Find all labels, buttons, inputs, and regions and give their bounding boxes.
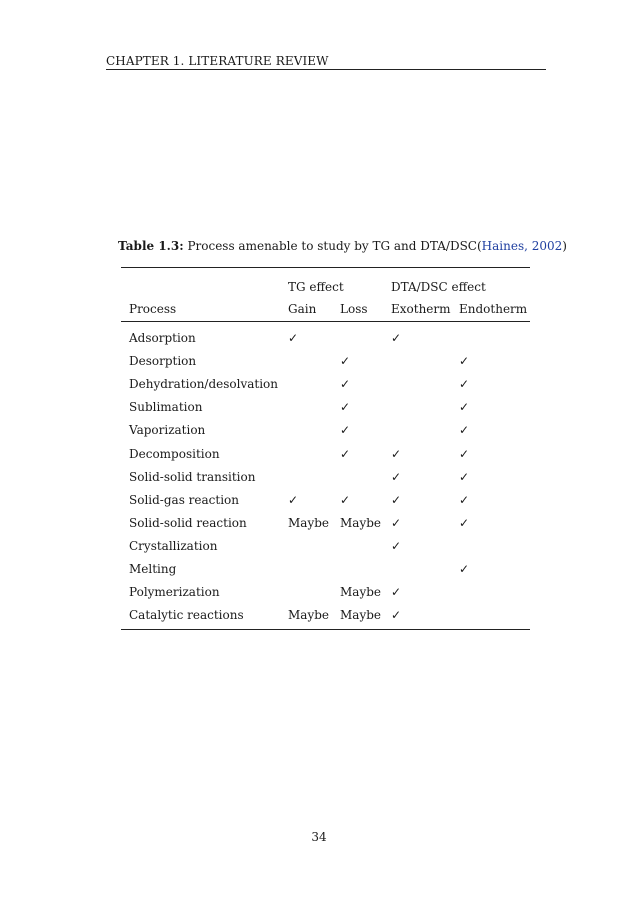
table-header-rule [121,321,530,322]
caption-close: ) [562,239,567,253]
cell-loss: ✓ [340,447,351,461]
cell-exotherm: ✓ [391,447,402,461]
cell-endotherm: ✓ [459,377,470,391]
cell-process: Dehydration/desolvation [129,377,279,391]
cell-exotherm: ✓ [391,608,402,622]
cell-exotherm: ✓ [391,470,402,484]
cell-process: Vaporization [129,423,206,437]
column-header-endotherm: Endotherm [459,302,528,316]
cell-endotherm: ✓ [459,354,470,368]
cell-process: Catalytic reactions [129,608,244,622]
cell-exotherm: ✓ [391,516,402,530]
cell-loss: ✓ [340,493,351,507]
column-header-loss: Loss [340,302,368,316]
cell-exotherm: ✓ [391,331,402,345]
column-header-process: Process [129,302,177,316]
cell-exotherm: ✓ [391,585,402,599]
cell-loss: Maybe [340,585,382,599]
cell-endotherm: ✓ [459,562,470,576]
cell-loss: ✓ [340,354,351,368]
cell-process: Desorption [129,354,197,368]
tg-effect-header: TG effect [288,280,344,294]
cell-endotherm: ✓ [459,423,470,437]
cell-endotherm: ✓ [459,470,470,484]
cell-process: Solid-solid transition [129,470,256,484]
cell-gain: ✓ [288,493,299,507]
cell-loss: ✓ [340,423,351,437]
page-number: 34 [311,830,327,844]
cell-loss: Maybe [340,516,382,530]
table-bottom-rule [121,629,530,630]
column-header-exotherm: Exotherm [391,302,451,316]
column-header-gain: Gain [288,302,317,316]
cell-process: Adsorption [129,331,196,345]
cell-process: Decomposition [129,447,220,461]
cell-endotherm: ✓ [459,447,470,461]
cell-process: Melting [129,562,177,576]
citation-link[interactable]: Haines, 2002 [481,239,563,253]
cell-process: Solid-solid reaction [129,516,247,530]
cell-process: Sublimation [129,400,203,414]
cell-gain: ✓ [288,331,299,345]
cell-loss: Maybe [340,608,382,622]
cell-gain: Maybe [288,608,330,622]
caption-label: Table 1.3: [118,239,184,253]
cell-endotherm: ✓ [459,400,470,414]
dta-dsc-effect-header: DTA/DSC effect [391,280,486,294]
cell-gain: Maybe [288,516,330,530]
cell-loss: ✓ [340,377,351,391]
cell-exotherm: ✓ [391,493,402,507]
table-top-rule [121,267,530,268]
caption-text: Process amenable to study by TG and DTA/DSC( [183,239,482,253]
running-header: CHAPTER 1. LITERATURE REVIEW [106,54,329,68]
cell-loss: ✓ [340,400,351,414]
cell-exotherm: ✓ [391,539,402,553]
cell-endotherm: ✓ [459,493,470,507]
header-rule [106,69,546,70]
table-caption [118,239,567,253]
cell-process: Crystallization [129,539,218,553]
cell-endotherm: ✓ [459,516,470,530]
cell-process: Solid-gas reaction [129,493,239,507]
cell-process: Polymerization [129,585,220,599]
